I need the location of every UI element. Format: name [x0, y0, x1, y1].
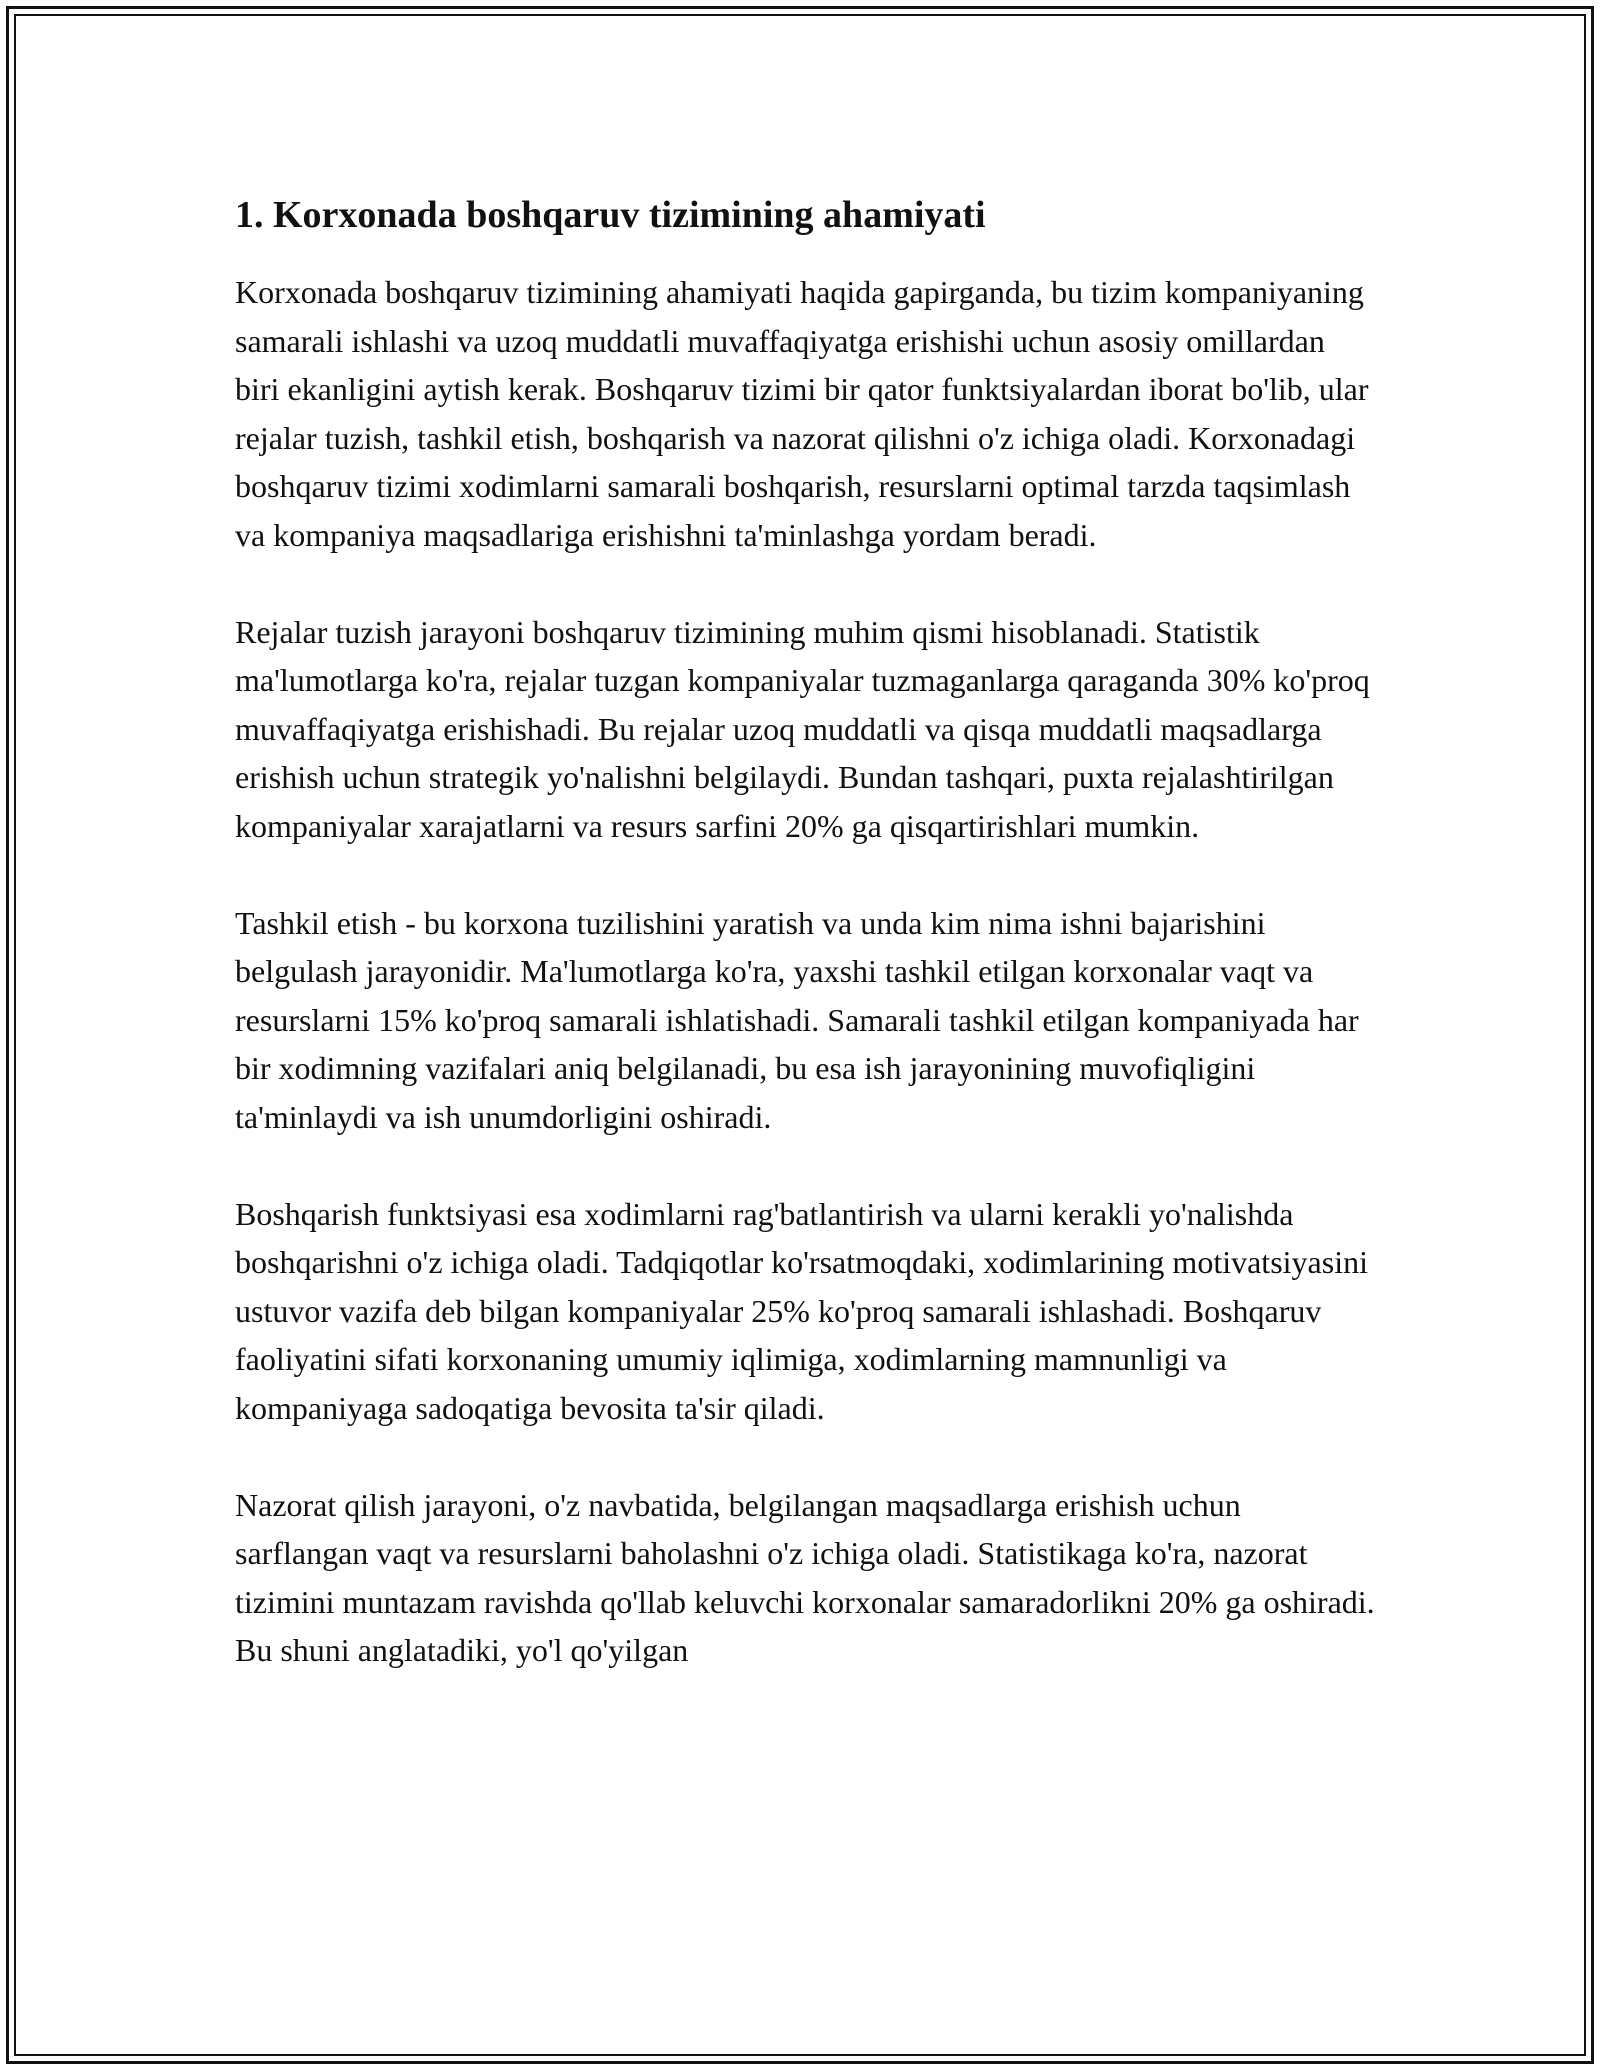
document-body	[235, 182, 1375, 1723]
paragraph-planning: Rejalar tuzish jarayoni boshqaruv tizimining muhim qismi hisoblanadi. Statistik ma'lumotlarga ko'ra, rejalar tuzgan kompaniyalar tuzmaganlarga qaraganda 30% ko'proq muvaffaqiyatga erishishadi. Bu rejalar uzoq muddatli va qisqa muddatli maqsadlarga erishish uchun strategik yo'nalishni belgilaydi. Bundan tashqari, puxta rejalashtirilgan kompaniyalar xarajatlarni va resurs sarfini 20% ga qisqartirishlari mumkin.	[235, 613, 1370, 844]
paragraph-leading: Boshqarish funktsiyasi esa xodimlarni rag'batlantirish va ularni kerakli yo'nalishda boshqarishni o'z ichiga oladi. Tadqiqotlar ko'rsatmoqdaki, xodimlarining motivatsiyasini ustuvor vazifa deb bilgan kompaniyalar 25% ko'proq samarali ishlashadi. Boshqaruv faoliyatini sifati korxonaning umumiy iqlimiga, xodimlarning mamnunligi va kompaniyaga sadoqatiga bevosita ta'sir qiladi.	[235, 1195, 1368, 1426]
section-heading: 1. Korxonada boshqaruv tizimining ahamiyati	[235, 194, 986, 236]
paragraph-organizing: Tashkil etish - bu korxona tuzilishini yaratish va unda kim nima ishni bajarishini belgulash jarayonidir. Ma'lumotlarga ko'ra, yaxshi tashkil etilgan korxonalar vaqt va resurslarni 15% ko'proq samarali ishlatishadi. Samarali tashkil etilgan kompaniyada har bir xodimning vazifalari aniq belgilanadi, bu esa ish jarayonining muvofiqligini ta'minlaydi va ish unumdorligini oshiradi.	[235, 904, 1359, 1135]
paragraph-controlling: Nazorat qilish jarayoni, o'z navbatida, belgilangan maqsadlarga erishish uchun sarflangan vaqt va resurslarni baholashni o'z ichiga oladi. Statistikaga ko'ra, nazorat tizimini muntazam ravishda qo'llab keluvchi korxonalar samaradorlikni 20% ga oshiradi. Bu shuni anglatadiki, yo'l qo'yilgan	[235, 1486, 1375, 1668]
paragraph-intro: Korxonada boshqaruv tizimining ahamiyati haqida gapirganda, bu tizim kompaniyaning samarali ishlashi va uzoq muddatli muvaffaqiyatga erishishi uchun asosiy omillardan biri ekanligini aytish kerak. Boshqaruv tizimi bir qator funktsiyalardan iborat bo'lib, ular rejalar tuzish, tashkil etish, boshqarish va nazorat qilishni o'z ichiga oladi. Korxonadagi boshqaruv tizimi xodimlarni samarali boshqarish, resurslarni optimal tarzda taqsimlash va kompaniya maqsadlariga erishishni ta'minlashga yordam beradi.	[235, 274, 1369, 553]
